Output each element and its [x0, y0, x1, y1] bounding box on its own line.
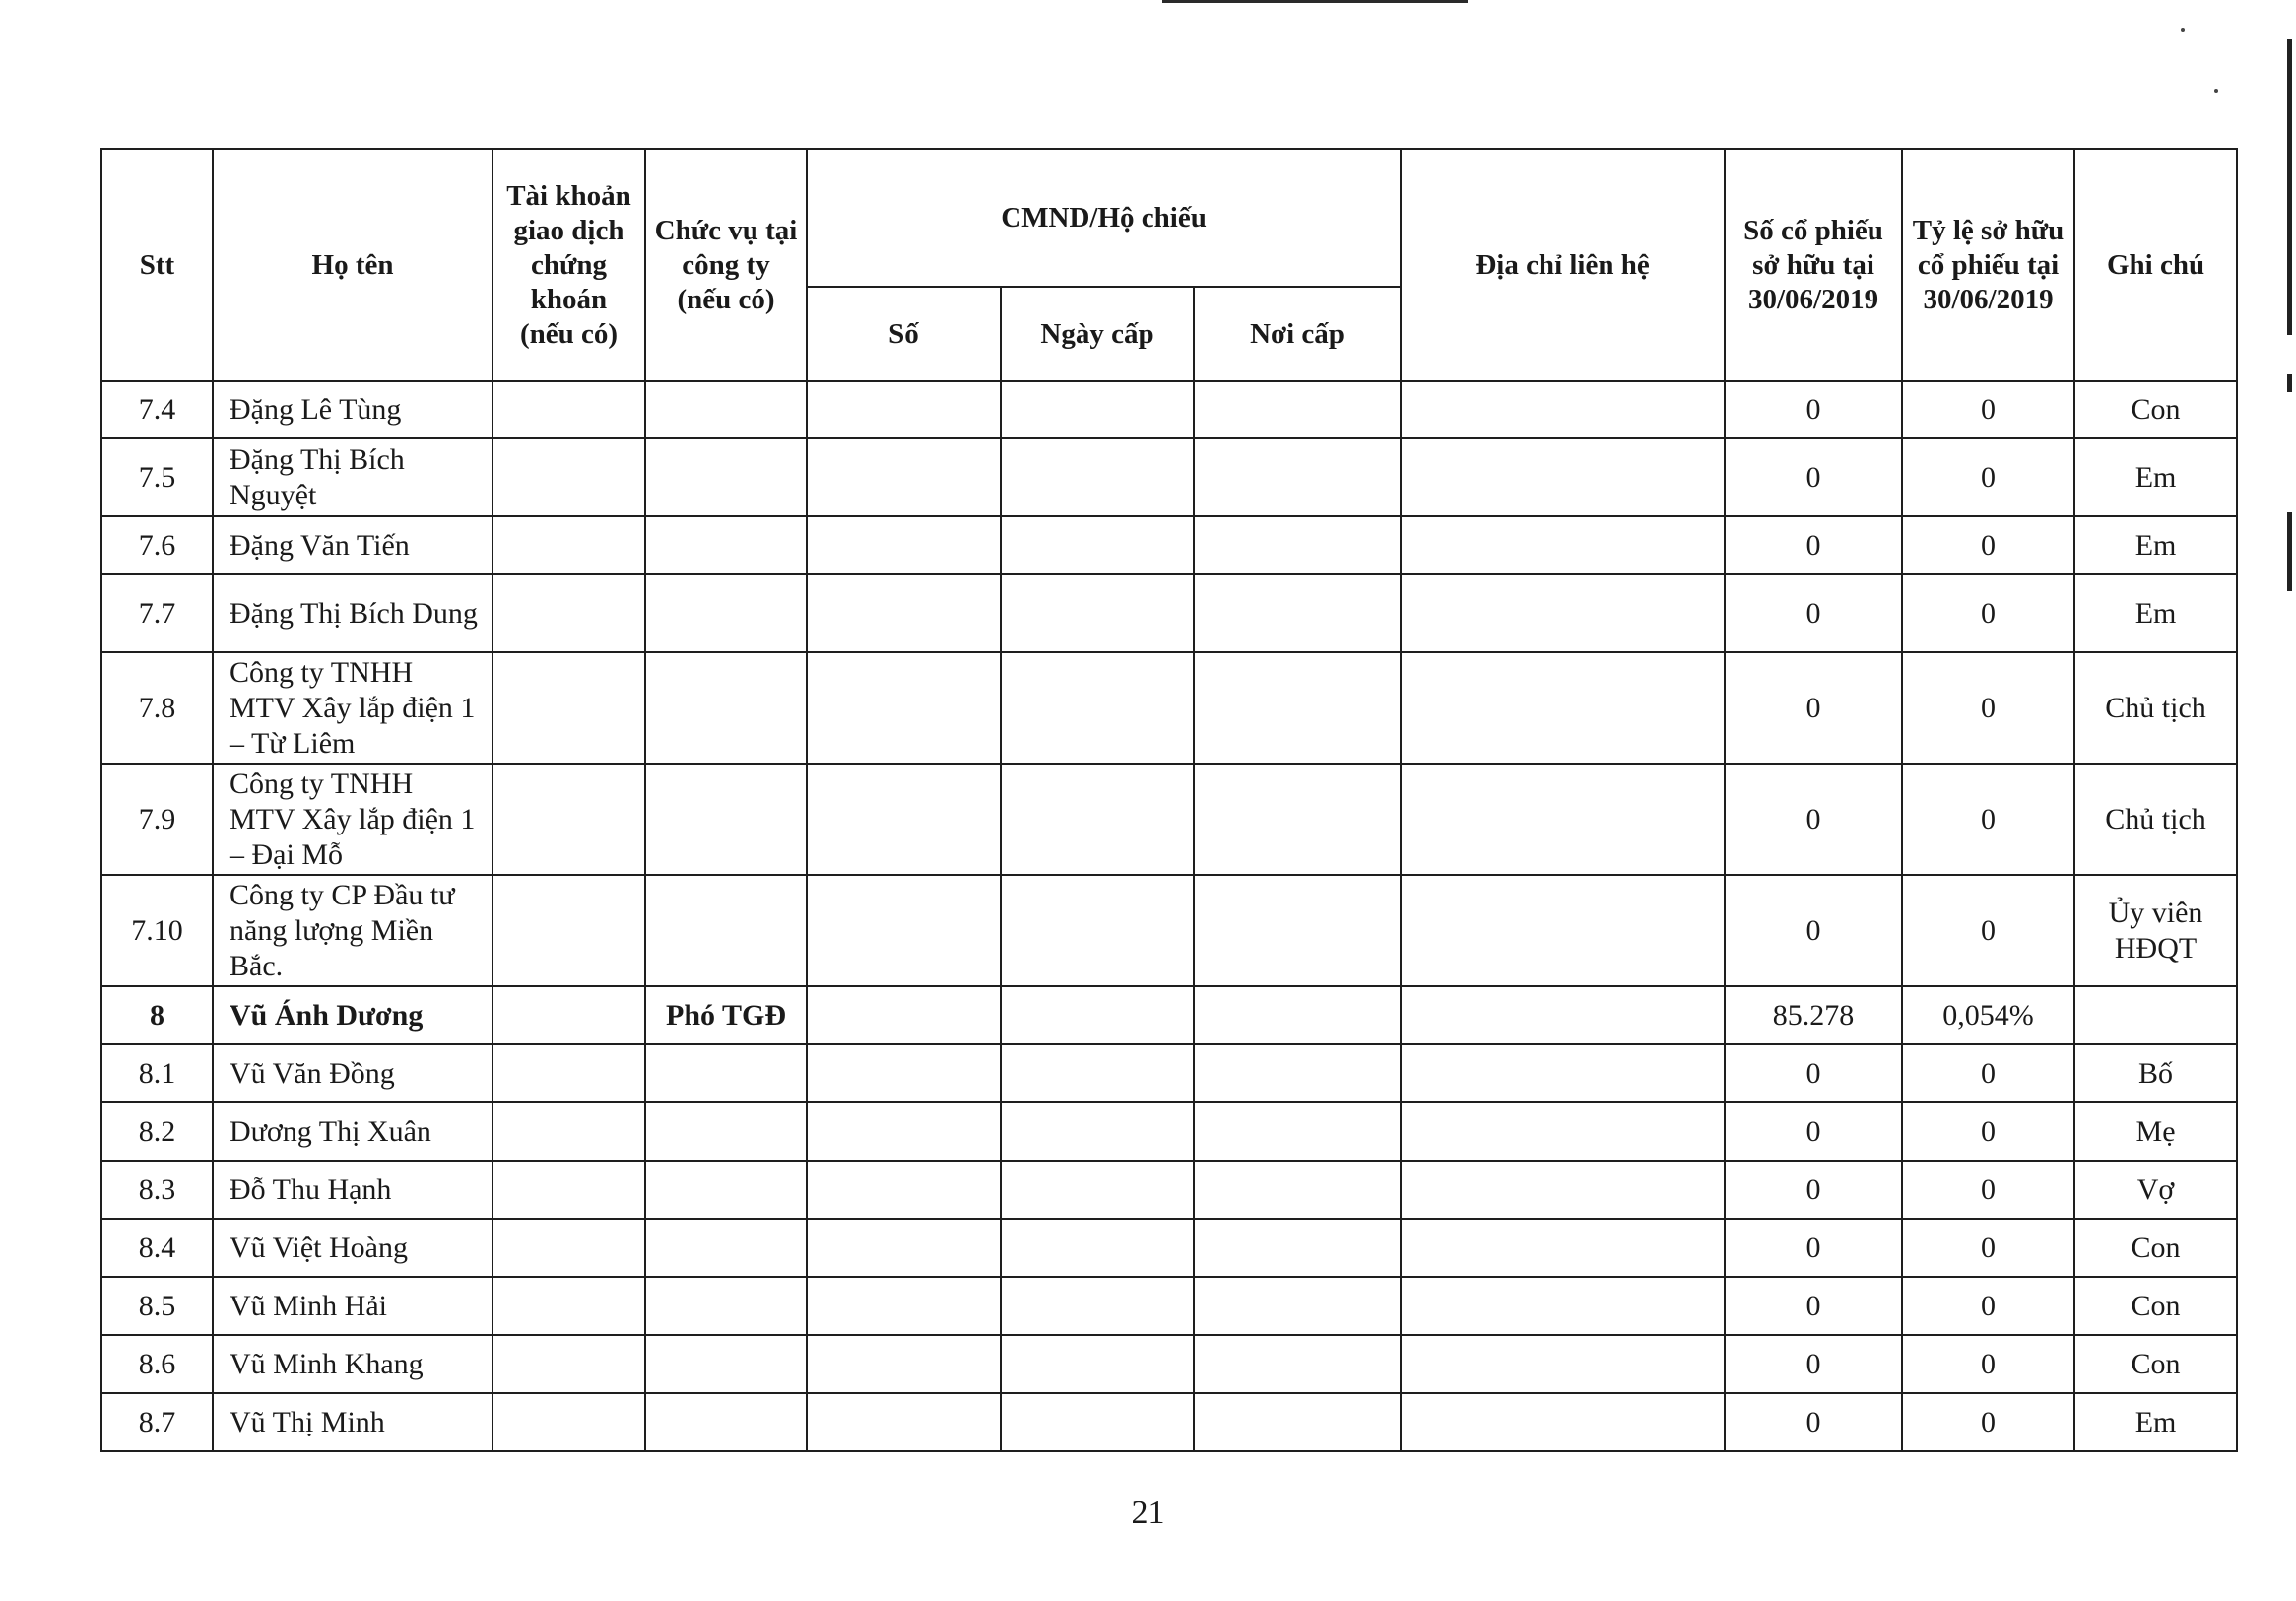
cell-stt: 8.7: [101, 1393, 213, 1451]
cell-issue-date: [1001, 574, 1194, 652]
header-ratio: Tỷ lệ sở hữu cổ phiếu tại 30/06/2019: [1902, 149, 2074, 381]
cell-position: [645, 875, 807, 986]
cell-name: Công ty CP Đầu tư năng lượng Miền Bắc.: [213, 875, 492, 986]
cell-account: [492, 764, 645, 875]
cell-name: Vũ Minh Hải: [213, 1277, 492, 1335]
shareholder-table: [100, 148, 2238, 1452]
cell-issue-place: [1194, 1393, 1401, 1451]
cell-name: Dương Thị Xuân: [213, 1102, 492, 1161]
cell-address: [1401, 438, 1725, 516]
cell-position: [645, 1219, 807, 1277]
cell-issue-place: [1194, 875, 1401, 986]
cell-name: Vũ Việt Hoàng: [213, 1219, 492, 1277]
cell-note: Em: [2074, 438, 2237, 516]
cell-ratio: 0: [1902, 1102, 2074, 1161]
cell-note: Ủy viên HĐQT: [2074, 875, 2237, 986]
table-body: [101, 381, 2237, 1451]
cell-note: Con: [2074, 1335, 2237, 1393]
cell-shares: 0: [1725, 516, 1902, 574]
cell-name: Vũ Văn Đồng: [213, 1044, 492, 1102]
cell-ratio: 0: [1902, 875, 2074, 986]
cell-issue-date: [1001, 1393, 1194, 1451]
cell-issue-date: [1001, 1335, 1194, 1393]
cell-issue-place: [1194, 764, 1401, 875]
cell-name: Vũ Ánh Dương: [213, 986, 492, 1044]
top-rule: [1162, 0, 1468, 3]
cell-id-number: [807, 764, 1001, 875]
cell-issue-place: [1194, 381, 1401, 438]
cell-issue-place: [1194, 1277, 1401, 1335]
cell-stt: 7.8: [101, 652, 213, 764]
cell-shares: 0: [1725, 875, 1902, 986]
cell-issue-place: [1194, 1161, 1401, 1219]
cell-account: [492, 1393, 645, 1451]
page-number: 21: [1131, 1495, 1165, 1531]
table-row: [101, 438, 2237, 516]
cell-account: [492, 1044, 645, 1102]
cell-note: Vợ: [2074, 1161, 2237, 1219]
header-id-number: Số: [807, 287, 1001, 381]
cell-account: [492, 516, 645, 574]
scan-edge-mark: [2287, 39, 2292, 335]
table-row: [101, 1393, 2237, 1451]
cell-note: Con: [2074, 1219, 2237, 1277]
cell-position: [645, 1335, 807, 1393]
header-name: Họ tên: [213, 149, 492, 381]
table-row: [101, 381, 2237, 438]
cell-account: [492, 381, 645, 438]
cell-id-number: [807, 1161, 1001, 1219]
cell-address: [1401, 1044, 1725, 1102]
cell-address: [1401, 1102, 1725, 1161]
table-row: [101, 574, 2237, 652]
cell-stt: 7.5: [101, 438, 213, 516]
scan-edge-mark: [2287, 374, 2292, 392]
cell-shares: 0: [1725, 1335, 1902, 1393]
cell-id-number: [807, 1044, 1001, 1102]
cell-id-number: [807, 875, 1001, 986]
table-row: [101, 875, 2237, 986]
cell-issue-date: [1001, 1219, 1194, 1277]
cell-issue-place: [1194, 438, 1401, 516]
cell-note: Em: [2074, 516, 2237, 574]
cell-stt: 8.1: [101, 1044, 213, 1102]
cell-note: Em: [2074, 574, 2237, 652]
cell-ratio: 0: [1902, 1393, 2074, 1451]
cell-ratio: 0: [1902, 516, 2074, 574]
cell-address: [1401, 1219, 1725, 1277]
header-note: Ghi chú: [2074, 149, 2237, 381]
cell-name: Đặng Thị Bích Nguyệt: [213, 438, 492, 516]
cell-address: [1401, 986, 1725, 1044]
cell-issue-place: [1194, 1219, 1401, 1277]
table-row: [101, 1219, 2237, 1277]
cell-shares: 0: [1725, 574, 1902, 652]
header-stt: Stt: [101, 149, 213, 381]
cell-ratio: 0: [1902, 1219, 2074, 1277]
cell-issue-date: [1001, 875, 1194, 986]
cell-shares: 0: [1725, 1044, 1902, 1102]
cell-note: Con: [2074, 1277, 2237, 1335]
cell-issue-date: [1001, 1161, 1194, 1219]
cell-note: Chủ tịch: [2074, 652, 2237, 764]
cell-ratio: 0: [1902, 1335, 2074, 1393]
cell-shares: 0: [1725, 1161, 1902, 1219]
cell-stt: 8.3: [101, 1161, 213, 1219]
cell-stt: 8.5: [101, 1277, 213, 1335]
cell-shares: 85.278: [1725, 986, 1902, 1044]
cell-position: [645, 574, 807, 652]
cell-name: Công ty TNHH MTV Xây lắp điện 1 – Đại Mỗ: [213, 764, 492, 875]
cell-address: [1401, 1335, 1725, 1393]
cell-note: Chủ tịch: [2074, 764, 2237, 875]
cell-name: Đặng Lê Tùng: [213, 381, 492, 438]
cell-note: Bố: [2074, 1044, 2237, 1102]
table-row: [101, 764, 2237, 875]
cell-id-number: [807, 574, 1001, 652]
cell-issue-date: [1001, 1277, 1194, 1335]
cell-id-number: [807, 1277, 1001, 1335]
cell-issue-date: [1001, 1102, 1194, 1161]
cell-issue-date: [1001, 516, 1194, 574]
cell-address: [1401, 381, 1725, 438]
cell-ratio: 0: [1902, 652, 2074, 764]
cell-account: [492, 438, 645, 516]
cell-account: [492, 1102, 645, 1161]
cell-id-number: [807, 438, 1001, 516]
cell-ratio: 0: [1902, 764, 2074, 875]
cell-issue-place: [1194, 1044, 1401, 1102]
header-account: Tài khoản giao dịch chứng khoán (nếu có): [492, 149, 645, 381]
cell-address: [1401, 1161, 1725, 1219]
cell-stt: 7.7: [101, 574, 213, 652]
table-row: [101, 986, 2237, 1044]
cell-position: [645, 652, 807, 764]
scan-speck: [2214, 89, 2218, 93]
cell-account: [492, 652, 645, 764]
cell-position: [645, 1277, 807, 1335]
cell-stt: 7.9: [101, 764, 213, 875]
header-id-group: CMND/Hộ chiếu: [807, 149, 1401, 287]
cell-position: [645, 516, 807, 574]
cell-account: [492, 1277, 645, 1335]
cell-stt: 8.2: [101, 1102, 213, 1161]
cell-shares: 0: [1725, 1277, 1902, 1335]
cell-issue-date: [1001, 381, 1194, 438]
cell-issue-date: [1001, 652, 1194, 764]
cell-address: [1401, 764, 1725, 875]
header-address: Địa chỉ liên hệ: [1401, 149, 1725, 381]
cell-position: [645, 1102, 807, 1161]
cell-name: Đỗ Thu Hạnh: [213, 1161, 492, 1219]
table-header: [101, 149, 2237, 381]
table-row: [101, 1161, 2237, 1219]
cell-name: Vũ Thị Minh: [213, 1393, 492, 1451]
table-row: [101, 1102, 2237, 1161]
cell-shares: 0: [1725, 1102, 1902, 1161]
cell-ratio: 0: [1902, 438, 2074, 516]
cell-address: [1401, 652, 1725, 764]
cell-name: Đặng Văn Tiến: [213, 516, 492, 574]
table-row: [101, 516, 2237, 574]
cell-shares: 0: [1725, 652, 1902, 764]
cell-address: [1401, 1393, 1725, 1451]
scan-speck: [2181, 28, 2185, 32]
cell-ratio: 0: [1902, 381, 2074, 438]
cell-ratio: 0: [1902, 1161, 2074, 1219]
cell-shares: 0: [1725, 1393, 1902, 1451]
cell-position: [645, 1044, 807, 1102]
cell-id-number: [807, 516, 1001, 574]
cell-account: [492, 875, 645, 986]
cell-id-number: [807, 1393, 1001, 1451]
cell-stt: 8: [101, 986, 213, 1044]
header-issue-place: Nơi cấp: [1194, 287, 1401, 381]
cell-shares: 0: [1725, 764, 1902, 875]
cell-name: Vũ Minh Khang: [213, 1335, 492, 1393]
cell-id-number: [807, 1335, 1001, 1393]
cell-stt: 7.6: [101, 516, 213, 574]
table-row: [101, 1044, 2237, 1102]
cell-account: [492, 1161, 645, 1219]
cell-position: [645, 764, 807, 875]
cell-issue-place: [1194, 574, 1401, 652]
cell-address: [1401, 516, 1725, 574]
cell-position: [645, 381, 807, 438]
cell-name: Công ty TNHH MTV Xây lắp điện 1 – Từ Liêm: [213, 652, 492, 764]
cell-id-number: [807, 652, 1001, 764]
cell-position: Phó TGĐ: [645, 986, 807, 1044]
scan-edge-mark: [2287, 512, 2292, 591]
cell-note: Mẹ: [2074, 1102, 2237, 1161]
cell-id-number: [807, 1219, 1001, 1277]
table-row: [101, 1335, 2237, 1393]
cell-position: [645, 1393, 807, 1451]
cell-shares: 0: [1725, 1219, 1902, 1277]
table-row: [101, 1277, 2237, 1335]
cell-id-number: [807, 1102, 1001, 1161]
cell-address: [1401, 1277, 1725, 1335]
cell-id-number: [807, 986, 1001, 1044]
cell-note: [2074, 986, 2237, 1044]
cell-issue-place: [1194, 986, 1401, 1044]
cell-address: [1401, 574, 1725, 652]
cell-stt: 7.10: [101, 875, 213, 986]
header-issue-date: Ngày cấp: [1001, 287, 1194, 381]
cell-position: [645, 438, 807, 516]
cell-issue-date: [1001, 438, 1194, 516]
cell-issue-date: [1001, 1044, 1194, 1102]
cell-ratio: 0: [1902, 1277, 2074, 1335]
header-shares: Số cổ phiếu sở hữu tại 30/06/2019: [1725, 149, 1902, 381]
cell-ratio: 0,054%: [1902, 986, 2074, 1044]
header-position: Chức vụ tại công ty (nếu có): [645, 149, 807, 381]
cell-id-number: [807, 381, 1001, 438]
cell-stt: 7.4: [101, 381, 213, 438]
cell-ratio: 0: [1902, 574, 2074, 652]
cell-address: [1401, 875, 1725, 986]
cell-ratio: 0: [1902, 1044, 2074, 1102]
cell-account: [492, 574, 645, 652]
cell-account: [492, 1335, 645, 1393]
cell-shares: 0: [1725, 381, 1902, 438]
cell-issue-place: [1194, 1335, 1401, 1393]
cell-position: [645, 1161, 807, 1219]
cell-issue-date: [1001, 986, 1194, 1044]
cell-shares: 0: [1725, 438, 1902, 516]
cell-issue-place: [1194, 652, 1401, 764]
cell-account: [492, 986, 645, 1044]
cell-stt: 8.6: [101, 1335, 213, 1393]
cell-note: Em: [2074, 1393, 2237, 1451]
cell-note: Con: [2074, 381, 2237, 438]
cell-stt: 8.4: [101, 1219, 213, 1277]
table-row: [101, 652, 2237, 764]
cell-name: Đặng Thị Bích Dung: [213, 574, 492, 652]
cell-issue-date: [1001, 764, 1194, 875]
cell-issue-place: [1194, 1102, 1401, 1161]
cell-issue-place: [1194, 516, 1401, 574]
cell-account: [492, 1219, 645, 1277]
